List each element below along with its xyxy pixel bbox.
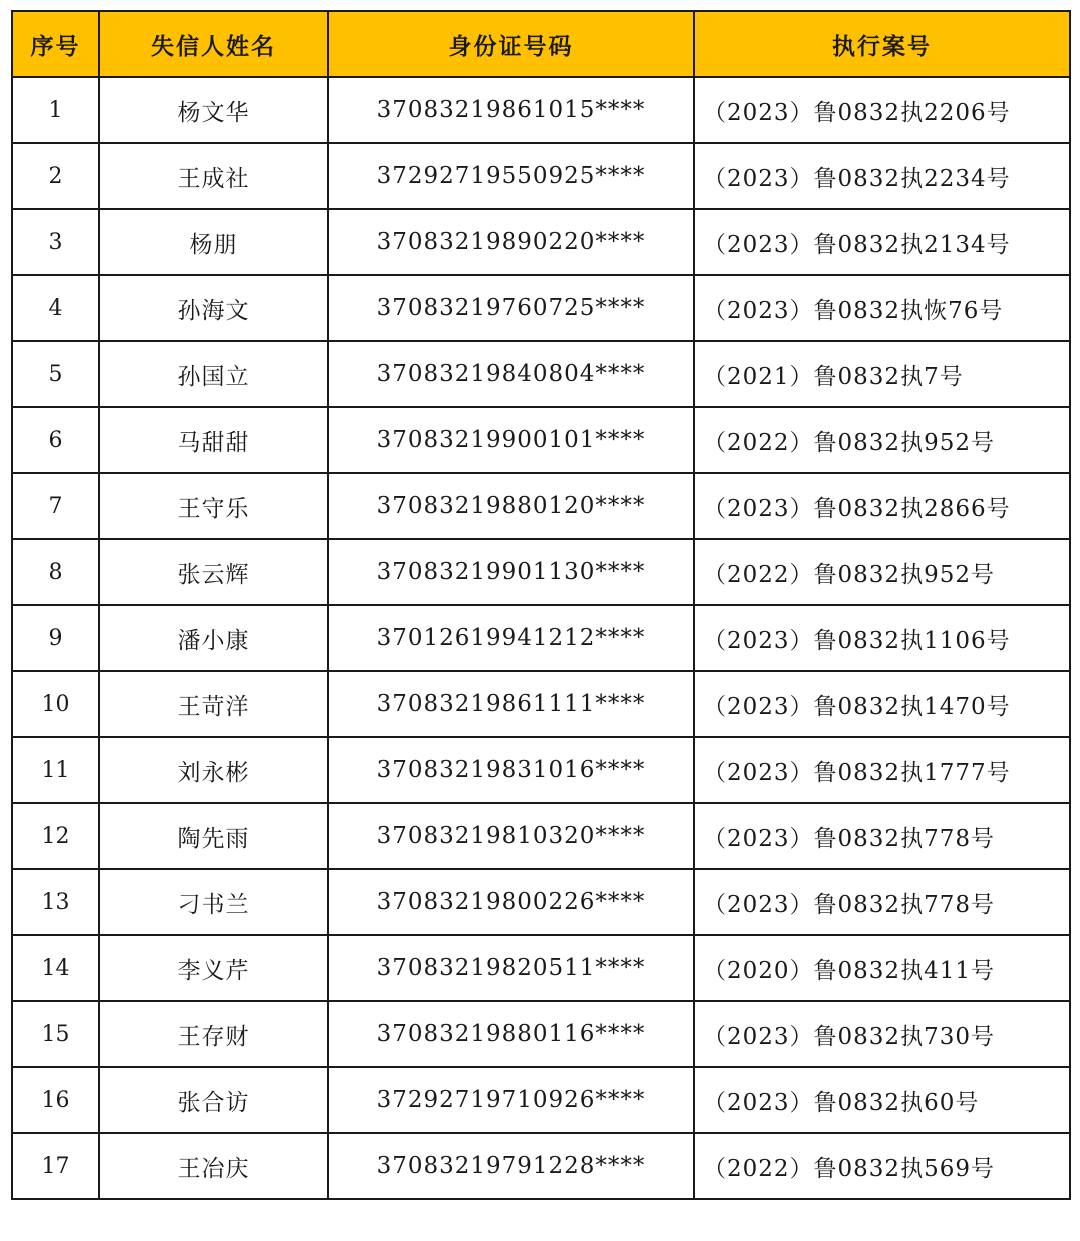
name-cell: 张合访 — [99, 1067, 328, 1133]
table-row — [12, 737, 1070, 803]
index-cell: 14 — [12, 935, 99, 1001]
case-number-cell: （2023）鲁0832执1470号 — [694, 671, 1070, 737]
name-cell: 陶先雨 — [99, 803, 328, 869]
table-row — [12, 77, 1070, 143]
case-number-cell: （2023）鲁0832执778号 — [694, 803, 1070, 869]
index-cell: 10 — [12, 671, 99, 737]
table-row — [12, 143, 1070, 209]
id-number-cell: 37083219861015**** — [328, 77, 694, 143]
table-row — [12, 605, 1070, 671]
table-row — [12, 803, 1070, 869]
table-row — [12, 671, 1070, 737]
index-cell: 16 — [12, 1067, 99, 1133]
name-cell: 杨朋 — [99, 209, 328, 275]
id-number-cell: 37083219901130**** — [328, 539, 694, 605]
index-cell: 9 — [12, 605, 99, 671]
index-cell: 17 — [12, 1133, 99, 1199]
name-cell: 马甜甜 — [99, 407, 328, 473]
case-number-cell: （2023）鲁0832执2234号 — [694, 143, 1070, 209]
case-number-cell: （2023）鲁0832执1106号 — [694, 605, 1070, 671]
table-row — [12, 341, 1070, 407]
id-number-cell: 37083219820511**** — [328, 935, 694, 1001]
id-number-cell: 37292719550925**** — [328, 143, 694, 209]
index-cell: 8 — [12, 539, 99, 605]
table-row — [12, 869, 1070, 935]
case-number-cell: （2023）鲁0832执2866号 — [694, 473, 1070, 539]
table-row — [12, 473, 1070, 539]
table-row — [12, 539, 1070, 605]
name-cell: 李义芹 — [99, 935, 328, 1001]
name-cell: 杨文华 — [99, 77, 328, 143]
id-number-cell: 37083219880120**** — [328, 473, 694, 539]
id-number-cell: 37083219880116**** — [328, 1001, 694, 1067]
header-case-number: 执行案号 — [694, 11, 1070, 77]
name-cell: 王冶庆 — [99, 1133, 328, 1199]
name-cell: 刘永彬 — [99, 737, 328, 803]
id-number-cell: 37083219791228**** — [328, 1133, 694, 1199]
id-number-cell: 37012619941212**** — [328, 605, 694, 671]
index-cell: 1 — [12, 77, 99, 143]
id-number-cell: 37083219861111**** — [328, 671, 694, 737]
case-number-cell: （2022）鲁0832执569号 — [694, 1133, 1070, 1199]
id-number-cell: 37083219890220**** — [328, 209, 694, 275]
header-index: 序号 — [12, 11, 99, 77]
name-cell: 孙国立 — [99, 341, 328, 407]
case-number-cell: （2023）鲁0832执730号 — [694, 1001, 1070, 1067]
case-number-cell: （2023）鲁0832执2134号 — [694, 209, 1070, 275]
index-cell: 3 — [12, 209, 99, 275]
id-number-cell: 37083219831016**** — [328, 737, 694, 803]
case-number-cell: （2023）鲁0832执60号 — [694, 1067, 1070, 1133]
case-number-cell: （2023）鲁0832执778号 — [694, 869, 1070, 935]
case-number-cell: （2023）鲁0832执1777号 — [694, 737, 1070, 803]
name-cell: 王成社 — [99, 143, 328, 209]
defaulter-table — [11, 10, 1071, 1200]
index-cell: 12 — [12, 803, 99, 869]
table-header — [12, 11, 1070, 77]
case-number-cell: （2020）鲁0832执411号 — [694, 935, 1070, 1001]
index-cell: 13 — [12, 869, 99, 935]
id-number-cell: 37083219840804**** — [328, 341, 694, 407]
id-number-cell: 37083219800226**** — [328, 869, 694, 935]
index-cell: 11 — [12, 737, 99, 803]
id-number-cell: 37083219900101**** — [328, 407, 694, 473]
index-cell: 15 — [12, 1001, 99, 1067]
table-row — [12, 935, 1070, 1001]
table-row — [12, 1001, 1070, 1067]
name-cell: 王存财 — [99, 1001, 328, 1067]
name-cell: 王苛洋 — [99, 671, 328, 737]
name-cell: 孙海文 — [99, 275, 328, 341]
case-number-cell: （2023）鲁0832执2206号 — [694, 77, 1070, 143]
header-id-number: 身份证号码 — [328, 11, 694, 77]
index-cell: 2 — [12, 143, 99, 209]
name-cell: 王守乐 — [99, 473, 328, 539]
table-body — [12, 77, 1070, 1199]
name-cell: 张云辉 — [99, 539, 328, 605]
table-row — [12, 275, 1070, 341]
index-cell: 4 — [12, 275, 99, 341]
table-row — [12, 209, 1070, 275]
name-cell: 潘小康 — [99, 605, 328, 671]
table-row — [12, 1133, 1070, 1199]
id-number-cell: 37292719710926**** — [328, 1067, 694, 1133]
id-number-cell: 37083219760725**** — [328, 275, 694, 341]
id-number-cell: 37083219810320**** — [328, 803, 694, 869]
case-number-cell: （2022）鲁0832执952号 — [694, 539, 1070, 605]
table-row — [12, 1067, 1070, 1133]
case-number-cell: （2022）鲁0832执952号 — [694, 407, 1070, 473]
table-row — [12, 407, 1070, 473]
index-cell: 5 — [12, 341, 99, 407]
header-name: 失信人姓名 — [99, 11, 328, 77]
header-row — [12, 11, 1070, 77]
index-cell: 6 — [12, 407, 99, 473]
case-number-cell: （2023）鲁0832执恢76号 — [694, 275, 1070, 341]
case-number-cell: （2021）鲁0832执7号 — [694, 341, 1070, 407]
index-cell: 7 — [12, 473, 99, 539]
name-cell: 刁书兰 — [99, 869, 328, 935]
